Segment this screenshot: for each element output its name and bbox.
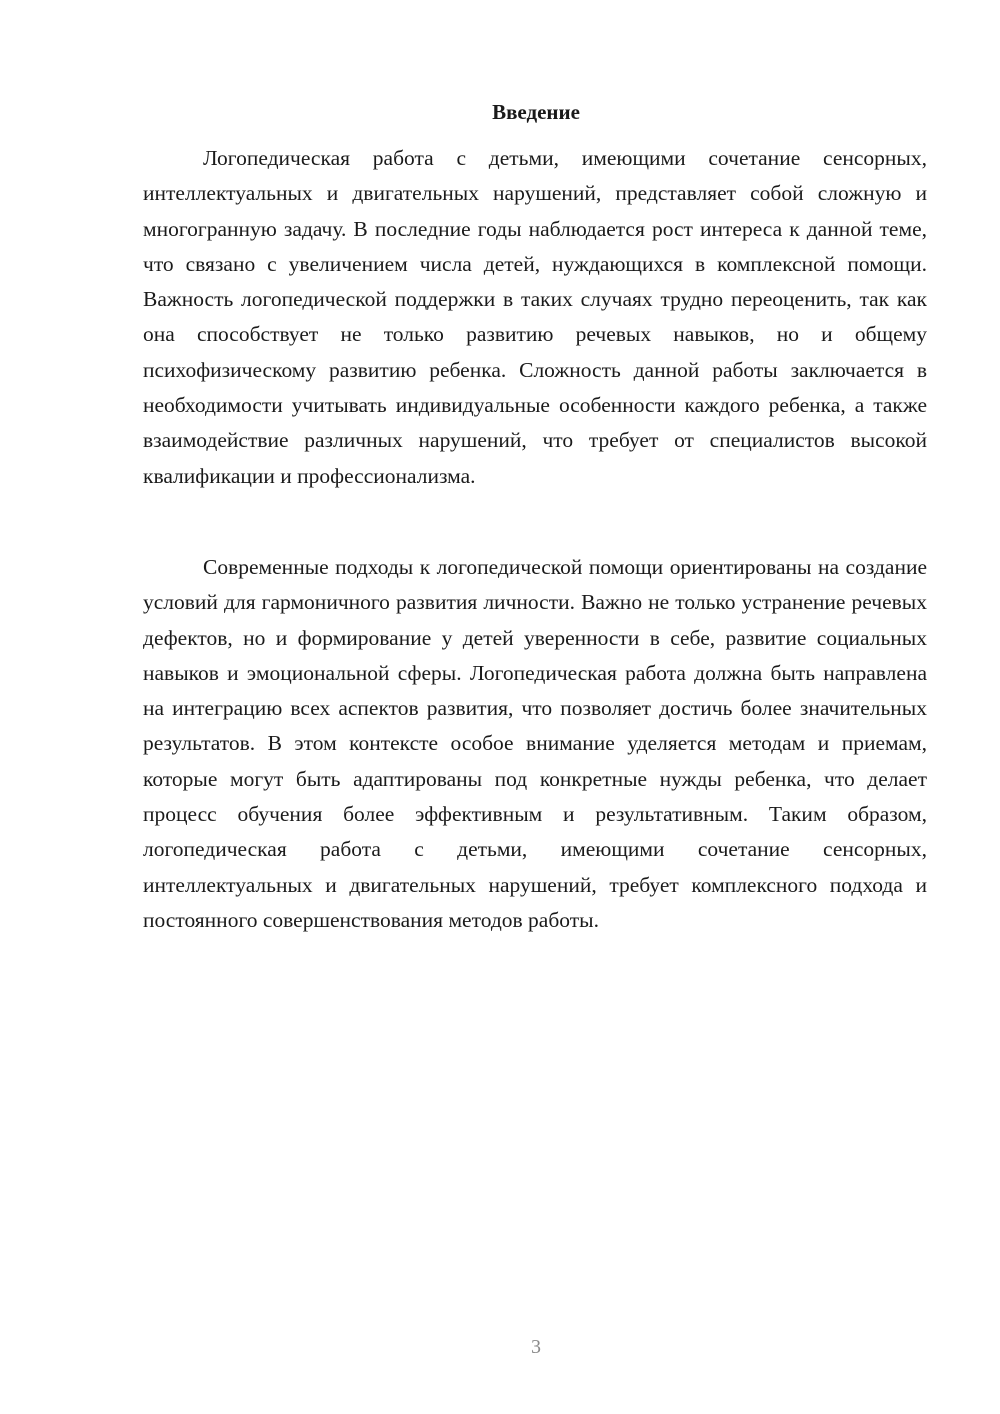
paragraph-1-block: [143, 141, 927, 494]
paragraph-2-block: [143, 550, 927, 938]
page-number: 3: [531, 1336, 541, 1358]
paragraph: Логопедическая работа с детьми, имеющими сочетание сенсорных, интеллектуальных и двигательных нарушений, представляет собой сложную и многогранную задачу. В последние годы наблюдается рост интереса к данной теме, что связано с увеличением числа детей, нуждающихся в комплексной помощи. Важность логопедической поддержки в таких случаях трудно переоценить, так как она способствует не только развитию речевых навыков, но и общему психофизическому развитию ребенка. Сложность данной работы заключается в необходимости учитывать индивидуальные особенности каждого ребенка, а также взаимодействие различных нарушений, что требует от специалистов высокой квалификации и профессионализма.: [143, 146, 927, 488]
section-title: Введение: [492, 100, 580, 124]
paragraph: Современные подходы к логопедической помощи ориентированы на создание условий для гармоничного развития личности. Важно не только устранение речевых дефектов, но и формирование у детей уверенности в себе, развитие социальных навыков и эмоциональной сферы. Логопедическая работа должна быть направлена на интеграцию всех аспектов развития, что позволяет достичь более значительных результатов. В этом контексте особое внимание уделяется методам и приемам, которые могут быть адаптированы под конкретные нужды ребенка, что делает процесс обучения более эффективным и результативным. Таким образом, логопедическая работа с детьми, имеющими сочетание сенсорных, интеллектуальных и двигательных нарушений, требует комплексного подхода и постоянного совершенствования методов работы.: [143, 555, 927, 932]
